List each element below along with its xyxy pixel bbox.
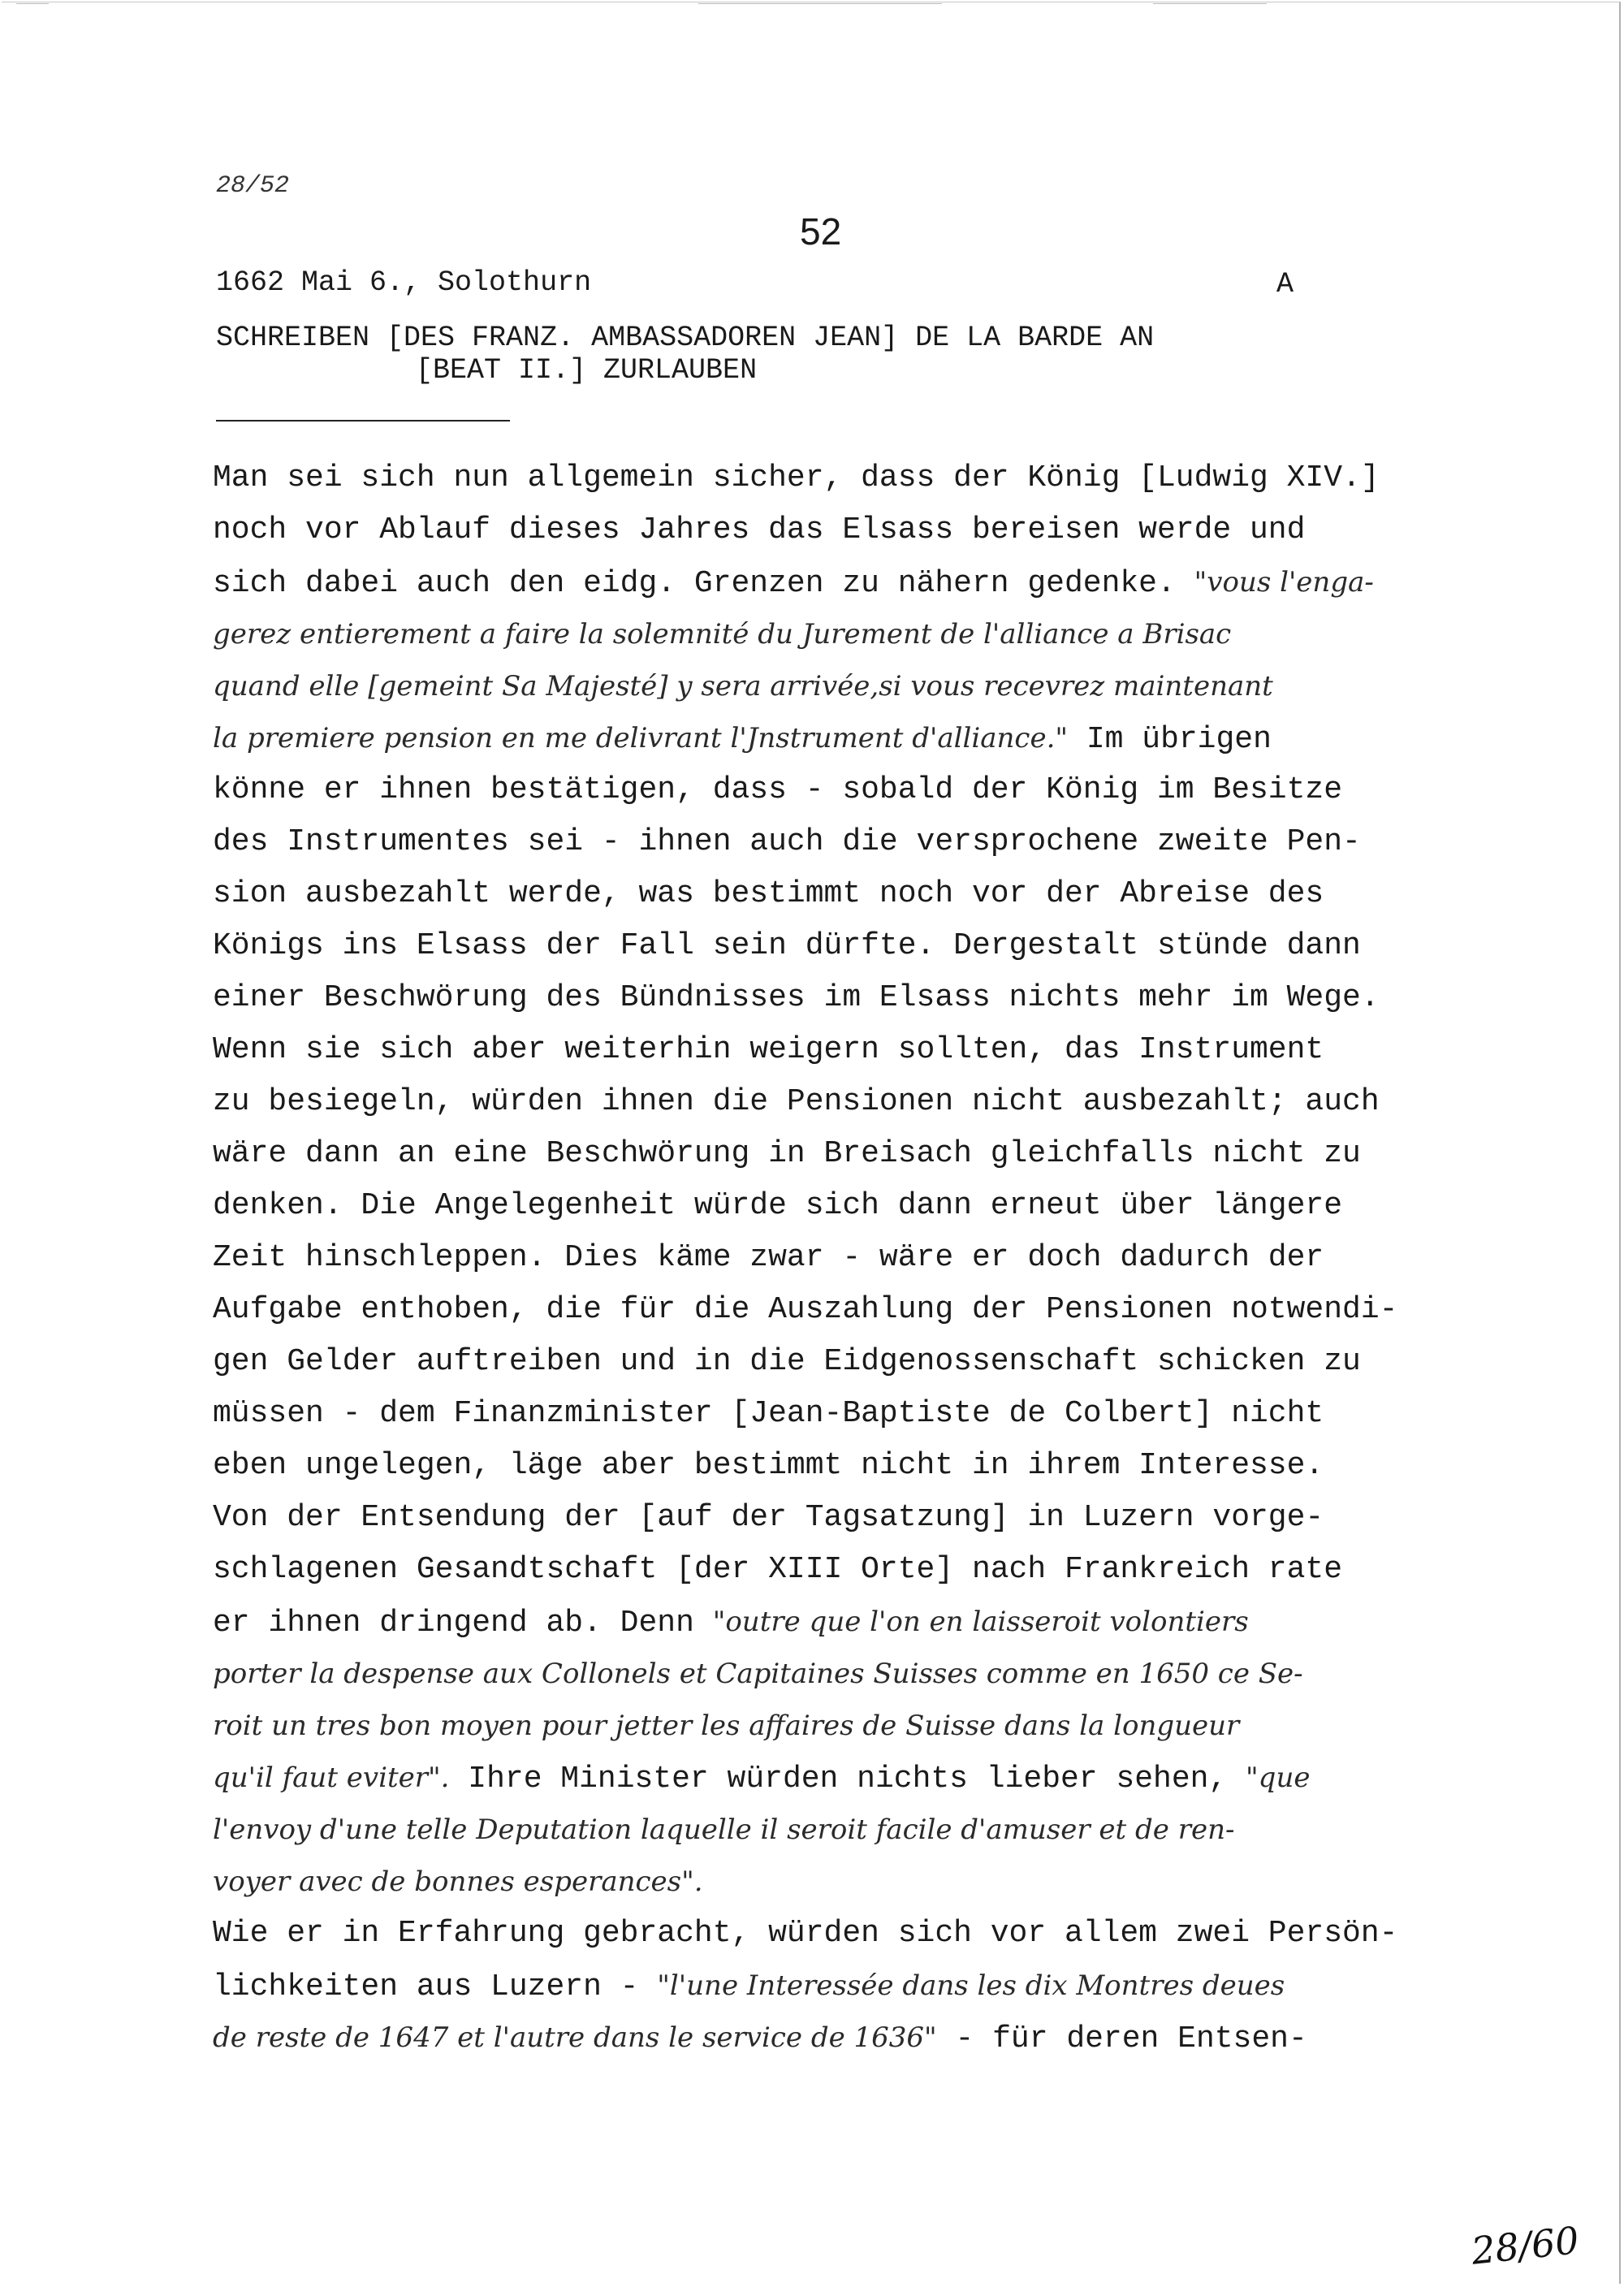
body-text: - für deren Entsen- bbox=[936, 2021, 1307, 2056]
handwritten-page-number: 28/60 bbox=[1469, 2218, 1582, 2273]
body-line: Aufgabe enthoben, die für die Auszahlung der Pensionen notwendi- bbox=[213, 1292, 1398, 1327]
body-line: Wenn sie sich aber weiterhin weigern sollten, das Instrument bbox=[213, 1032, 1324, 1067]
french-quote-line: porter la despense aux Collonels et Capitaines Suisses comme en 1650 ce Se- bbox=[213, 1658, 1303, 1690]
document-title-line-2: [BEAT II.] ZURLAUBEN bbox=[416, 354, 758, 387]
body-text: er ihnen dringend ab. Denn bbox=[213, 1606, 713, 1641]
scan-speck bbox=[16, 3, 49, 4]
body-line bbox=[213, 1596, 1479, 1648]
french-quote-line: l'envoy d'une telle Deputation laquelle il seroit facile d'amuser et de ren- bbox=[213, 1814, 1235, 1846]
document-number: 52 bbox=[800, 210, 842, 253]
body-line: Wie er in Erfahrung gebracht, würden sich vor allem zwei Persön- bbox=[213, 1916, 1398, 1951]
body-text: lichkeiten aus Luzern - bbox=[213, 1969, 658, 2004]
body-line bbox=[213, 1752, 1479, 1804]
body-line: könne er ihnen bestätigen, dass - sobald der König im Besitze bbox=[213, 772, 1343, 807]
body-line: zu besiegeln, würden ihnen die Pensionen nicht ausbezahlt; auch bbox=[213, 1084, 1380, 1119]
body-line: sion ausbezahlt werde, was bestimmt noch vor der Abreise des bbox=[213, 876, 1324, 911]
body-line bbox=[213, 556, 1479, 608]
french-quote-line: quand elle [gemeint Sa Majesté] y sera arrivée,si vous recevrez maintenant bbox=[213, 670, 1273, 703]
french-quote: "vous l'enga- bbox=[1194, 566, 1374, 599]
body-line: müssen - dem Finanzminister [Jean-Baptiste de Colbert] nicht bbox=[213, 1396, 1324, 1431]
body-line: schlagenen Gesandtschaft [der XIII Orte] nach Frankreich rate bbox=[213, 1552, 1343, 1587]
french-quote: de reste de 1647 et l'autre dans le service de 1636" bbox=[213, 2021, 937, 2054]
scan-speck bbox=[698, 3, 942, 4]
document-body bbox=[213, 452, 1479, 2064]
french-quote: "que bbox=[1246, 1762, 1311, 1794]
body-line: Man sei sich nun allgemein sicher, dass der König [Ludwig XIV.] bbox=[213, 460, 1380, 495]
french-quote-line: roit un tres bon moyen pour jetter les affaires de Suisse dans la longueur bbox=[213, 1710, 1240, 1742]
scan-speck bbox=[1153, 3, 1267, 4]
body-text: Ihre Minister würden nichts lieber sehen, bbox=[449, 1762, 1246, 1796]
archive-reference: 28/52 bbox=[216, 172, 290, 200]
body-line: Zeit hinschleppen. Dies käme zwar - wäre er doch dadurch der bbox=[213, 1240, 1324, 1275]
body-line: Königs ins Elsass der Fall sein dürfte. Dergestalt stünde dann bbox=[213, 928, 1361, 963]
title-rule bbox=[216, 420, 510, 422]
french-quote: la premiere pension en me delivrant l'Jnstrument d'alliance." bbox=[213, 722, 1069, 754]
body-line bbox=[213, 2012, 1479, 2064]
body-line: des Instrumentes sei - ihnen auch die versprochene zweite Pen- bbox=[213, 824, 1361, 859]
body-line bbox=[213, 1960, 1479, 2012]
type-marker: A bbox=[1276, 268, 1294, 300]
date-place: 1662 Mai 6., Solothurn bbox=[216, 266, 592, 299]
body-line: einer Beschwörung des Bündnisses im Elsass nichts mehr im Wege. bbox=[213, 980, 1380, 1015]
body-line: noch vor Ablauf dieses Jahres das Elsass bereisen werde und bbox=[213, 512, 1306, 547]
body-line: Von der Entsendung der [auf der Tagsatzung] in Luzern vorge- bbox=[213, 1500, 1324, 1535]
french-quote: "outre que l'on en laisseroit volontiers bbox=[712, 1606, 1249, 1638]
document-title-line-1: SCHREIBEN [DES FRANZ. AMBASSADOREN JEAN] DE LA BARDE AN bbox=[216, 322, 1155, 354]
french-quote-line: gerez entierement a faire la solemnité du Jurement de l'alliance a Brisac bbox=[213, 618, 1232, 651]
body-line: wäre dann an eine Beschwörung in Breisach gleichfalls nicht zu bbox=[213, 1136, 1361, 1171]
body-line: eben ungelegen, läge aber bestimmt nicht in ihrem Interesse. bbox=[213, 1448, 1324, 1483]
body-text: sich dabei auch den eidg. Grenzen zu nähern gedenke. bbox=[213, 566, 1194, 601]
french-quote-line: voyer avec de bonnes esperances". bbox=[213, 1865, 703, 1898]
body-line bbox=[213, 712, 1479, 764]
body-line: denken. Die Angelegenheit würde sich dann erneut über längere bbox=[213, 1188, 1343, 1223]
body-line: gen Gelder auftreiben und in die Eidgenossenschaft schicken zu bbox=[213, 1344, 1361, 1379]
french-quote: qu'il faut eviter". bbox=[213, 1762, 450, 1794]
body-text: Im übrigen bbox=[1068, 722, 1272, 757]
french-quote: "l'une Interessée dans les dix Montres deues bbox=[657, 1969, 1285, 2002]
